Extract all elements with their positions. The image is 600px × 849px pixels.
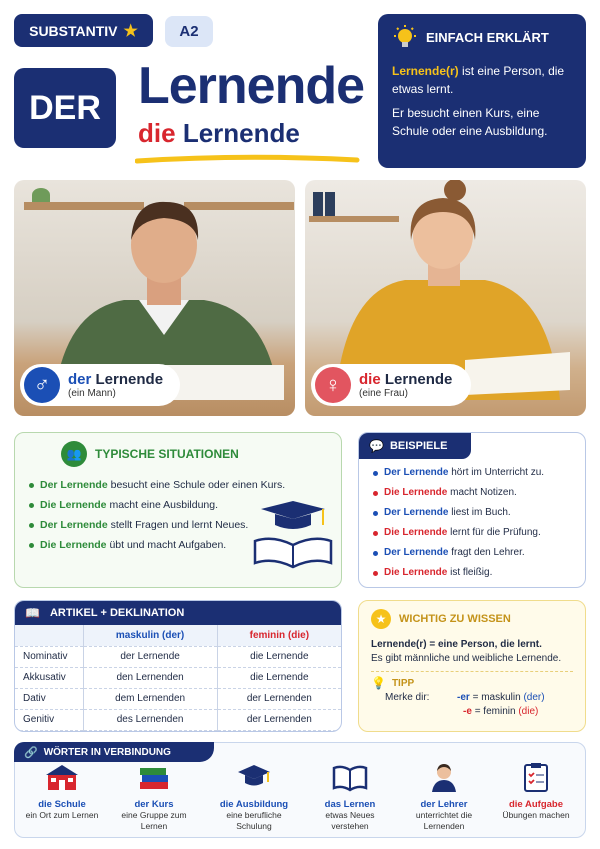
graduation-book-icon [253,501,333,569]
tip-f-text: = feminin [474,706,516,717]
level-badge [165,16,213,47]
explained-panel [378,14,586,168]
word-label: das Lernen [324,799,376,810]
word-label: der Lehrer [420,799,468,810]
important-line2: Es gibt männliche und weibliche Lernende. [371,653,562,664]
bullet-dot [373,571,378,576]
tip-title: TIPP [391,677,415,689]
declension-header [15,601,341,625]
male-note: (ein Mann) [68,388,116,399]
word-item [494,762,578,821]
school-icon [20,762,104,797]
case-cell: Akkusativ [15,667,83,688]
examples-subject: Der Lernende [384,507,449,518]
important-line1: Lernende(r) = eine Person, die lernt. [371,639,542,650]
examples-list [373,463,575,583]
male-article: der [68,371,92,388]
word-description: etwas Neues verstehen [325,810,375,831]
table-row [15,709,341,730]
examples-text: fragt den Lehrer. [448,547,525,558]
words-header [14,742,214,762]
teacher-icon [402,762,486,797]
speech-bubbles-icon: 💬 [369,439,384,453]
bullet-dot [373,531,378,536]
bullet-dot [373,471,378,476]
star-circle-icon: ★ [371,609,391,629]
examples-header [359,433,471,459]
examples-item [373,503,575,523]
table-row [15,667,341,688]
situations-subject: Die Lernende [40,499,107,511]
books-icon [112,762,196,797]
situations-text: macht eine Ausbildung. [106,499,219,511]
examples-item [373,523,575,543]
situations-item [29,475,327,495]
table-row [15,646,341,667]
bullet-dot [373,491,378,496]
words-title: WÖRTER IN VERBINDUNG [43,746,171,758]
examples-subject: Der Lernende [384,547,449,558]
word-item [112,762,196,832]
explained-p2: Er besucht einen Kurs, eine Schule oder eine Ausbildung. [392,106,548,138]
declension-panel [14,600,342,732]
declension-title: ARTIKEL + DEKLINATION [49,607,185,619]
examples-text: liest im Buch. [448,507,511,518]
female-note: (eine Frau) [359,388,408,399]
examples-text: lernt für die Prüfung. [447,527,541,538]
declension-table [15,625,341,731]
tip-f-ending: -e [463,706,472,717]
open-book-icon [308,762,392,797]
link-icon: 🔗 [24,746,38,759]
examples-item [373,563,575,583]
examples-item [373,463,575,483]
examples-title: BEISPIELE [389,440,448,452]
feminine-cell: der Lernenden [217,709,341,730]
male-label-card [20,364,180,406]
feminine-cell: die Lernende [217,667,341,688]
explained-keyword: Lernende(r) [392,64,459,78]
female-symbol-icon: ♀ [315,367,351,403]
bullet-dot [373,511,378,516]
female-label-article: die [359,371,381,388]
article-label: DER [29,88,101,127]
examples-text: macht Notizen. [447,487,517,498]
examples-item [373,483,575,503]
important-panel [358,600,586,732]
table-row [15,688,341,709]
female-label-card [311,364,471,406]
tip-m-text: = maskulin [472,692,521,703]
word-item [20,762,104,821]
female-form [138,118,300,149]
male-learner-photo [14,180,295,416]
important-title: WICHTIG ZU WISSEN [399,613,511,625]
tip-intro: Merke dir: [385,692,430,703]
word-description: Übungen machen [502,810,570,820]
situations-title: TYPISCHE SITUATIONEN [95,447,239,461]
case-cell: Nominativ [15,646,83,667]
tip-lightbulb-icon: 💡 [371,676,386,690]
case-cell: Genitiv [15,709,83,730]
col-masculine: maskulin (der) [83,625,217,646]
star-icon: ★ [123,22,138,40]
situations-subject: Der Lernende [40,519,108,531]
word-label: die Schule [38,799,86,810]
examples-subject: Die Lernende [384,487,448,498]
female-learner-photo [305,180,586,416]
clipboard-icon [494,762,578,797]
examples-text: ist fleißig. [447,567,493,578]
bullet-dot [29,523,34,528]
situations-text: besucht eine Schule oder einen Kurs. [107,479,286,491]
examples-item [373,543,575,563]
main-word: Lernende [138,57,365,115]
word-label: die Ausbildung [219,799,289,810]
bullet-dot [29,503,34,508]
tip-m-ending: -er [457,692,470,703]
male-symbol-icon: ♂ [24,367,60,403]
feminine-cell: der Lernenden [217,688,341,709]
situations-subject: Der Lernende [40,479,108,491]
situations-text: stellt Fragen und lernt Neues. [107,519,249,531]
article-badge [14,68,116,148]
bullet-dot [373,551,378,556]
col-feminine: feminin (die) [217,625,341,646]
word-description: ein Ort zum Lernen [25,810,99,820]
situations-panel [14,432,342,588]
male-word: Lernende [95,371,164,388]
situations-text: übt und macht Aufgaben. [106,539,227,551]
masculine-cell: der Lernende [83,646,217,667]
word-item [402,762,486,832]
explained-title: EINFACH ERKLÄRT [426,29,549,45]
lightbulb-icon [392,24,418,50]
underline-swoosh [135,152,360,166]
bullet-dot [29,543,34,548]
graduation-cap-icon [212,762,296,797]
examples-subject: Die Lernende [384,527,448,538]
word-item [308,762,392,832]
masculine-cell: dem Lernenden [83,688,217,709]
level-label: A2 [179,23,199,40]
female-article: die [138,118,176,148]
word-description: eine berufliche Schulung [226,810,282,831]
female-word: Lernende [182,118,300,148]
word-type-badge [14,14,153,47]
word-item [212,762,296,832]
book-icon: 📖 [25,606,40,620]
examples-subject: Die Lernende [384,567,448,578]
examples-subject: Der Lernende [384,467,449,478]
word-description: unterrichtet die Lernenden [415,810,473,831]
explained-p1: ist eine Person, die etwas lernt. [392,64,565,96]
bullet-dot [29,483,34,488]
tip-m-art: (der) [523,692,545,703]
situations-subject: Die Lernende [40,539,107,551]
people-icon: 👥 [61,441,87,467]
masculine-cell: den Lernenden [83,667,217,688]
word-description: eine Gruppe zum Lernen [121,810,187,831]
feminine-cell: die Lernende [217,646,341,667]
masculine-cell: des Lernenden [83,709,217,730]
tip-f-art: (die) [518,706,539,717]
examples-panel [358,432,586,588]
word-type-label: SUBSTANTIV [29,22,118,39]
female-label-word: Lernende [384,371,453,388]
word-label: der Kurs [134,799,174,810]
examples-text: hört im Unterricht zu. [448,467,545,478]
word-label: die Aufgabe [508,799,563,810]
case-cell: Dativ [15,688,83,709]
